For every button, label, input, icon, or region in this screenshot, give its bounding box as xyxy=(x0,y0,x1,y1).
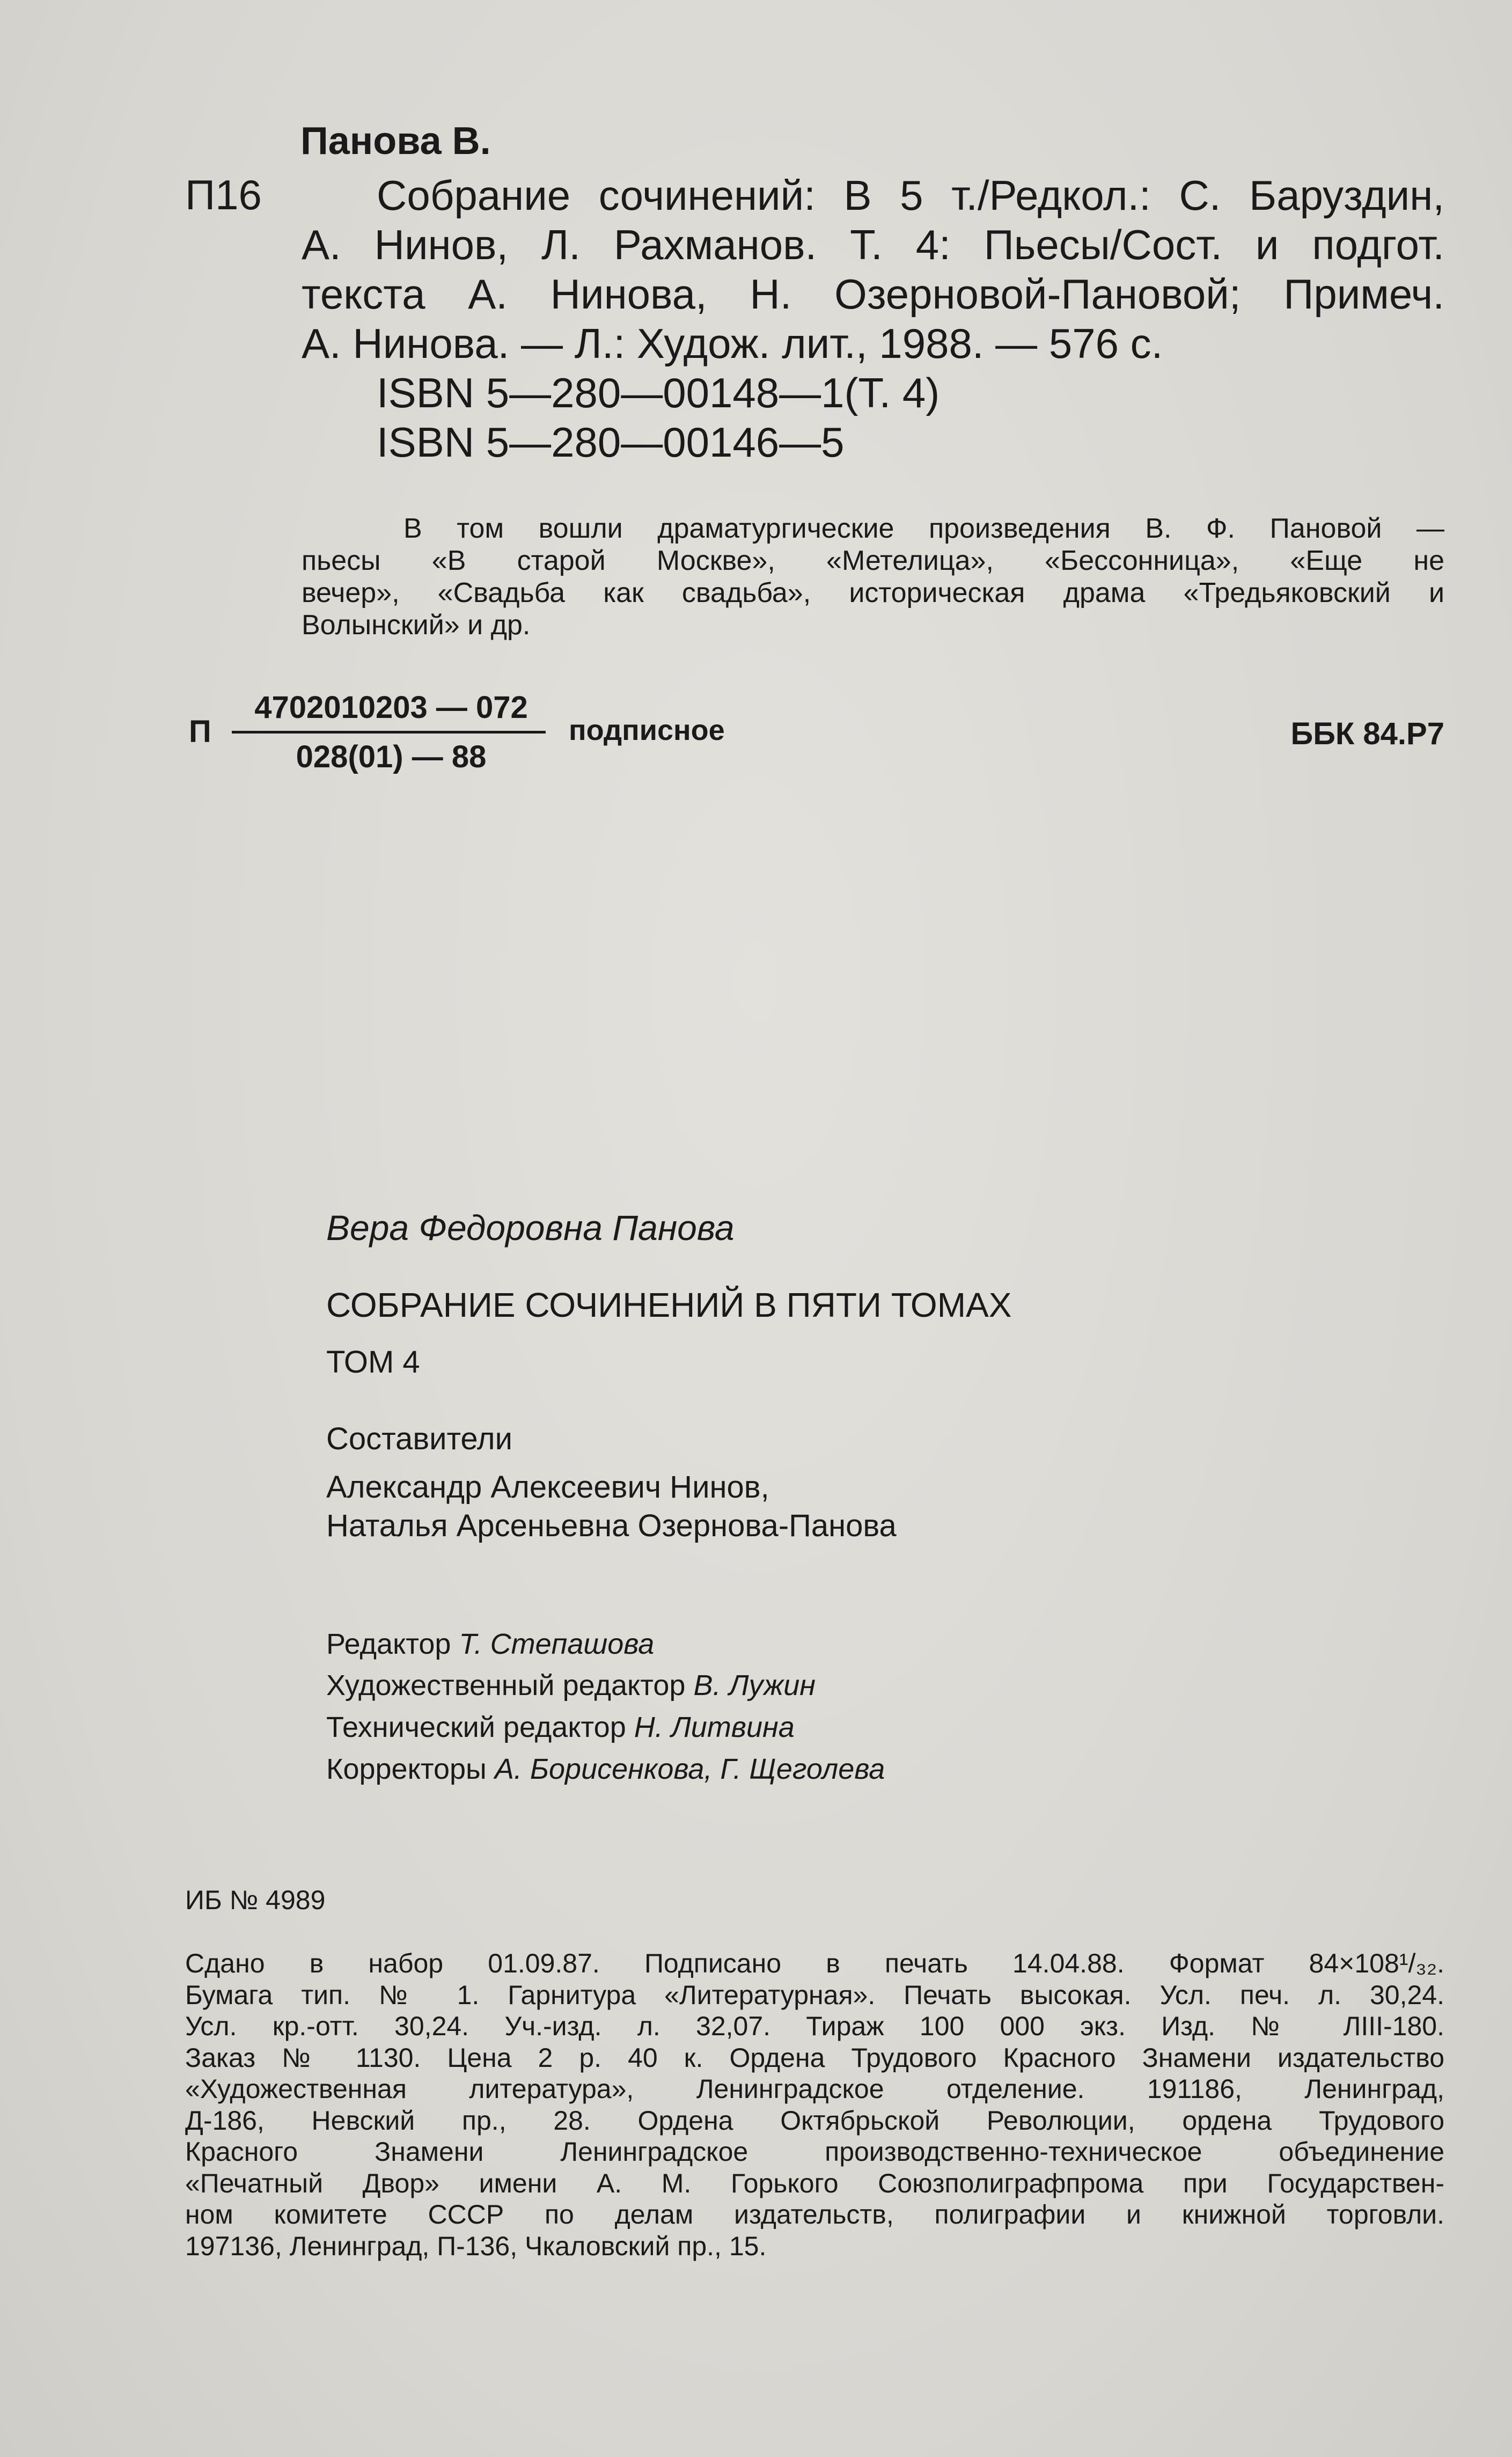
author-full-name: Вера Федоровна Панова xyxy=(326,1208,735,1248)
imprint-line: «Печатный Двор» имени А. М. Горького Союзполиграфпрома при Государствен- xyxy=(185,2168,1444,2198)
index-letter: П xyxy=(189,714,211,749)
staff-name: Н. Литвина xyxy=(634,1711,795,1743)
collection-title: СОБРАНИЕ СОЧИНЕНИЙ В ПЯТИ ТОМАХ xyxy=(326,1286,1012,1324)
isbn-volume: ISBN 5—280—00148—1(Т. 4) xyxy=(377,369,940,416)
compilers-label: Составители xyxy=(326,1421,513,1456)
ib-number: ИБ № 4989 xyxy=(185,1885,326,1915)
imprint-line: Заказ № 1130. Цена 2 р. 40 к. Ордена Трудового Красного Знамени издательство xyxy=(185,2043,1444,2073)
staff-name: В. Лужин xyxy=(693,1669,816,1701)
annotation-line: пьесы «В старой Москве», «Метелица», «Бессонница», «Еще не xyxy=(302,545,1444,576)
compiler-name: Наталья Арсеньевна Озернова-Панова xyxy=(326,1508,897,1543)
index-denominator: 028(01) — 88 xyxy=(296,739,487,774)
imprint-line: ном комитете СССР по делам издательств, полиграфии и книжной торговли. xyxy=(185,2199,1444,2229)
fraction-bar xyxy=(232,731,546,734)
imprint-line: Красного Знамени Ленинградское производственно-техническое объединение xyxy=(185,2137,1444,2167)
imprint-line: Сдано в набор 01.09.87. Подписано в печать 14.04.88. Формат 84×108¹/₃₂. xyxy=(185,1948,1444,1978)
author-heading: Панова В. xyxy=(300,120,491,163)
staff-role: Корректоры xyxy=(326,1753,487,1785)
compiler-name: Александр Алексеевич Нинов, xyxy=(326,1470,769,1505)
imprint-line: Д-186, Невский пр., 28. Ордена Октябрьской Революции, ордена Трудового xyxy=(185,2106,1444,2136)
staff-role: Технический редактор xyxy=(326,1711,626,1743)
subscription-label: подписное xyxy=(569,714,725,746)
imprint-line: «Художественная литература», Ленинградское отделение. 191186, Ленинград, xyxy=(185,2074,1444,2104)
staff-line-proofreaders xyxy=(326,1752,885,1786)
bib-line: текста А. Нинова, Н. Озерновой-Пановой; Примеч. xyxy=(302,270,1444,318)
staff-role: Художественный редактор xyxy=(326,1669,686,1701)
annotation-line: вечер», «Свадьба как свадьба», историческая драма «Тредьяковский и xyxy=(302,577,1444,608)
annotation-line: В том вошли драматургические произведения В. Ф. Пановой — xyxy=(403,513,1444,544)
imprint-line: Усл. кр.-отт. 30,24. Уч.-изд. л. 32,07. Тираж 100 000 экз. Изд. № ЛIII-180. xyxy=(185,2011,1444,2041)
imprint-line: 197136, Ленинград, П-136, Чкаловский пр., 15. xyxy=(185,2231,767,2261)
staff-line-editor xyxy=(326,1627,654,1661)
volume-label: ТОМ 4 xyxy=(326,1345,420,1380)
imprint-line: Бумага тип. № 1. Гарнитура «Литературная». Печать высокая. Усл. печ. л. 30,24. xyxy=(185,1980,1444,2010)
staff-name: Т. Степашова xyxy=(459,1628,655,1660)
isbn-set: ISBN 5—280—00146—5 xyxy=(377,419,845,466)
bib-line: Собрание сочинений: В 5 т./Редкол.: С. Баруздин, xyxy=(377,172,1444,219)
staff-name: А. Борисенкова, Г. Щеголева xyxy=(494,1753,885,1785)
index-numerator: 4702010203 — 072 xyxy=(254,690,528,725)
classification-code: П16 xyxy=(185,171,262,218)
annotation-line: Волынский» и др. xyxy=(302,610,531,641)
staff-line-tech-editor xyxy=(326,1711,795,1744)
bib-line: А. Нинов, Л. Рахманов. Т. 4: Пьесы/Сост. и подгот. xyxy=(302,221,1444,268)
bbk-code: ББК 84.Р7 xyxy=(1290,716,1444,751)
staff-line-art-editor xyxy=(326,1669,816,1702)
staff-role: Редактор xyxy=(326,1628,451,1660)
bib-line: А. Нинова. — Л.: Худож. лит., 1988. — 576 с. xyxy=(302,320,1163,367)
